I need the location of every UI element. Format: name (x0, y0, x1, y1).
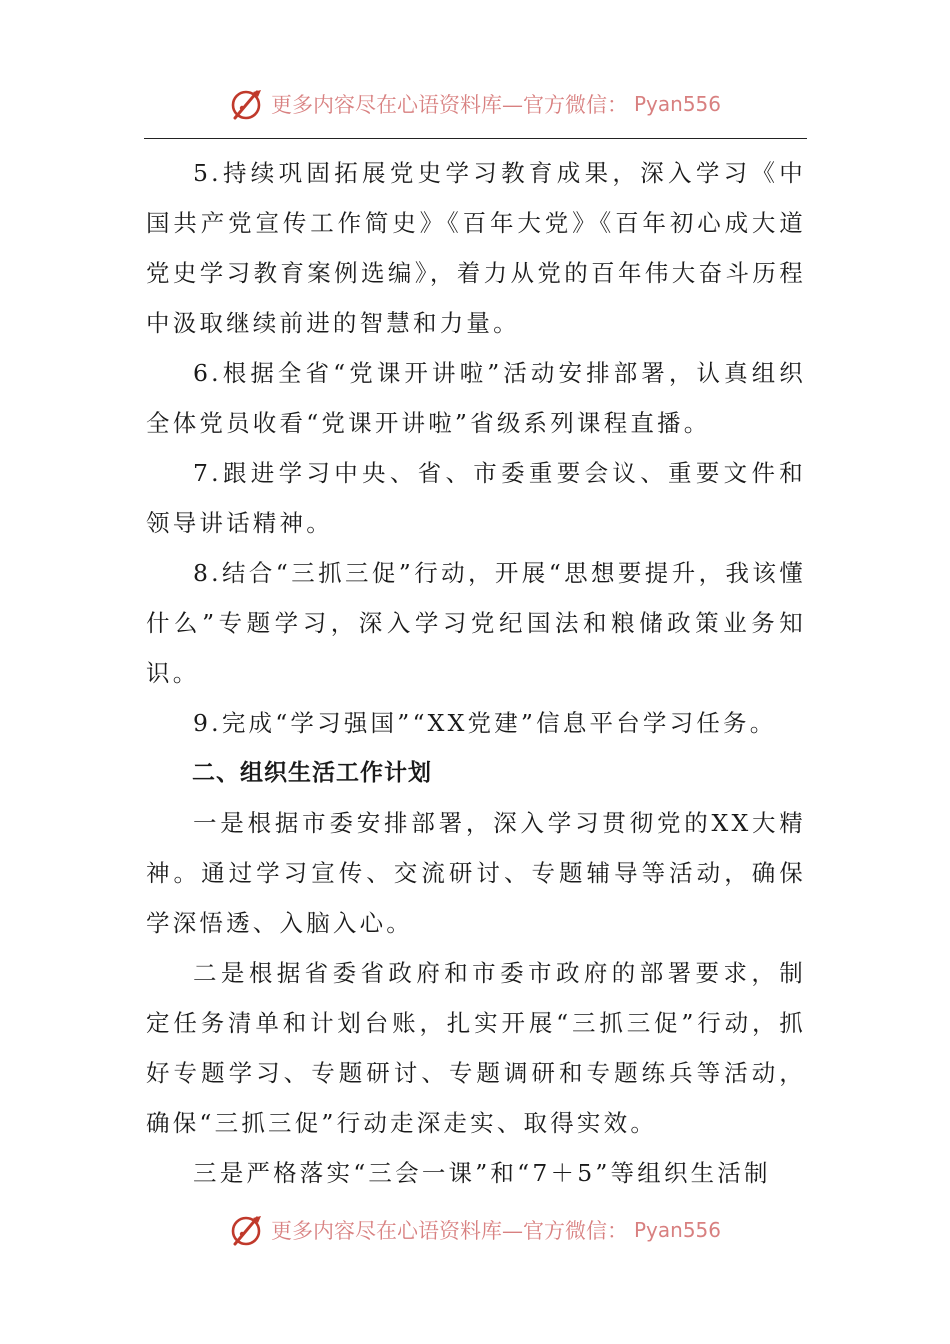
paragraph-item-9: 9.完成“学习强国”“XX党建”信息平台学习任务。 (193, 709, 777, 737)
paragraph-item-6: 6.根据全省“党课开讲啦”活动安排部署，认真组织全体党员收看“党课开讲啦”省级系列课程直播。 (146, 359, 806, 437)
paragraph-second: 二是根据省委省政府和市委市政府的部署要求，制定任务清单和计划台账，扎实开展“三抓三促”行动，抓好专题学习、专题研讨、专题调研和专题练兵等活动，确保“三抓三促”行动走深走实、取得实效。 (146, 959, 806, 1137)
document-body (146, 148, 806, 1198)
header-rule (144, 138, 807, 139)
paragraph-third: 三是严格落实“三会一课”和“7＋5”等组织生活制 (193, 1159, 771, 1187)
section-heading: 二、组织生活工作计划 (192, 760, 432, 786)
banner-handle: Pyan556 (633, 92, 721, 116)
banner-text: 更多内容尽在心语资料库—官方微信： (270, 93, 628, 117)
paragraph-item-7: 7.跟进学习中央、省、市委重要会议、重要文件和领导讲话精神。 (146, 459, 806, 537)
header-banner (0, 84, 950, 124)
footer-banner (0, 1210, 950, 1250)
paragraph-first: 一是根据市委安排部署，深入学习贯彻党的XX大精神。通过学习宣传、交流研讨、专题辅导等活动，确保学深悟透、入脑入心。 (146, 809, 806, 937)
paragraph-item-5: 5.持续巩固拓展党史学习教育成果，深入学习《中国共产党宣传工作简史》《百年大党》《百年初心成大道党史学习教育案例选编》，着力从党的百年伟大奋斗历程中汲取继续前进的智慧和力量。 (146, 159, 806, 337)
pen-circle-logo-icon (229, 1212, 265, 1248)
banner-handle: Pyan556 (633, 1218, 721, 1242)
pen-circle-logo-icon (229, 86, 265, 122)
paragraph-item-8: 8.结合“三抓三促”行动，开展“思想要提升，我该懂什么”专题学习，深入学习党纪国法和粮储政策业务知识。 (146, 559, 806, 687)
banner-text: 更多内容尽在心语资料库—官方微信： (270, 1219, 628, 1243)
